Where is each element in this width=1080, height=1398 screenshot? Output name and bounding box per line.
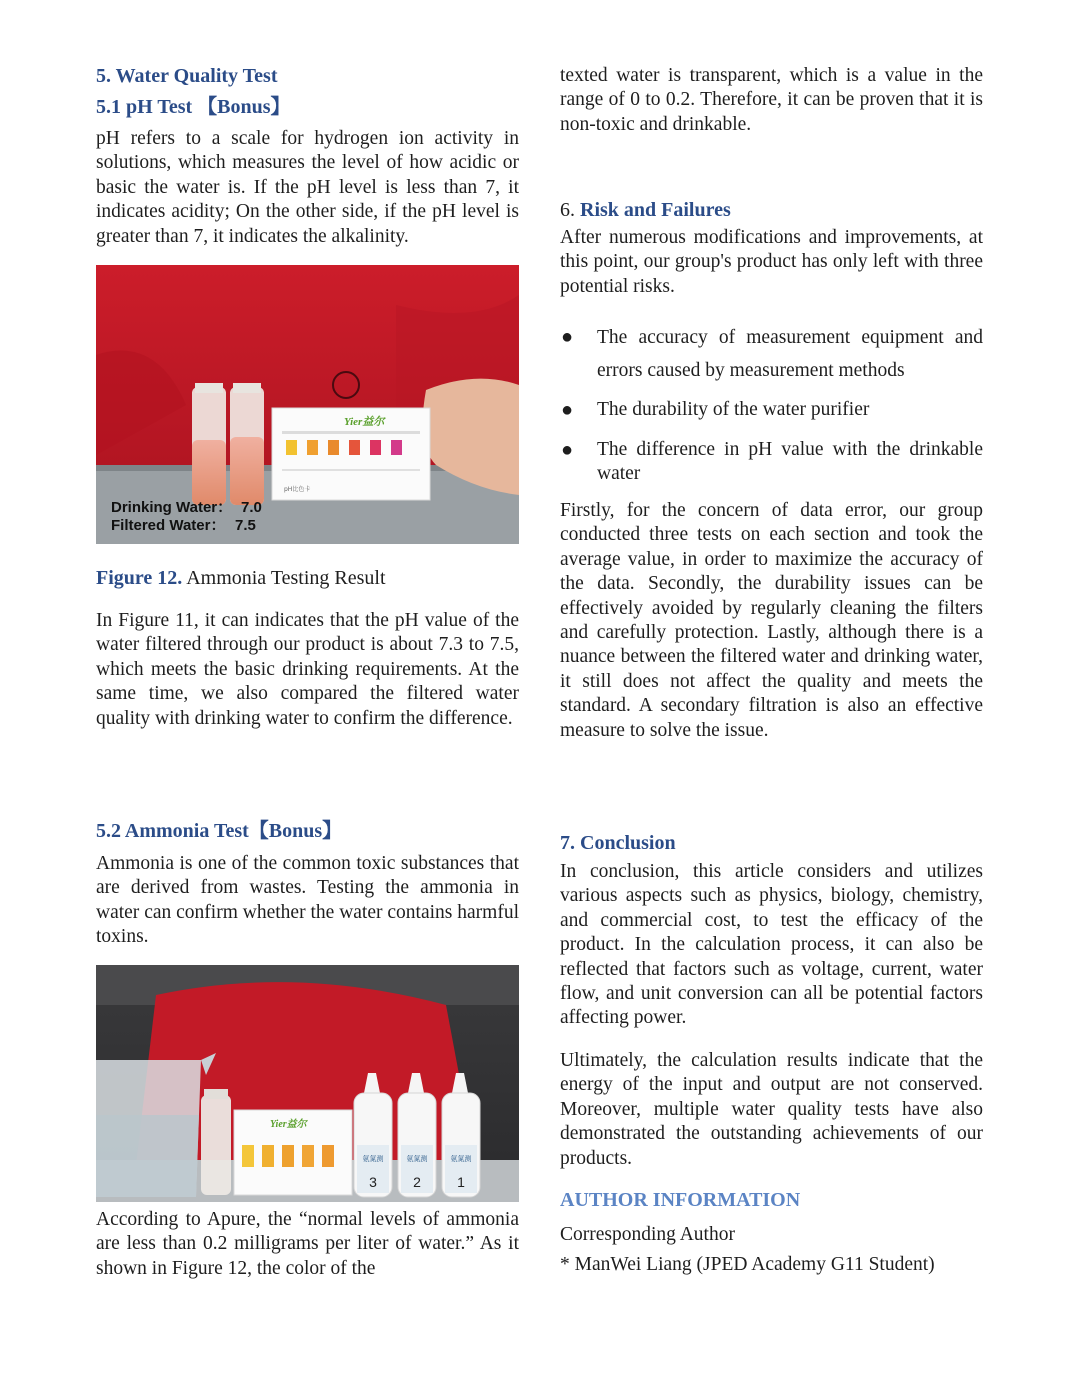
bottle-number: 2 [413,1174,421,1190]
bullet-icon: ● [561,399,574,421]
section-6-title: Risk and Failures [580,199,731,221]
ammonia-swatch [262,1145,274,1167]
author-information-heading: AUTHOR INFORMATION [560,1189,801,1211]
ammonia-color-card [234,1110,352,1195]
drinking-water-value: 7.0 [241,499,262,516]
section-7-heading: 7. Conclusion [560,832,676,854]
conclusion-paragraph-1: In conclusion, this article considers and utilizes various aspects such as physics, biology, chemistry, and commercial cost, to test the efficacy of the product. In the calculation process, it can also be reflected that factors such as voltage, current, water flow, and unit conversion can all be potential factors affecting power. [560,861,983,1029]
ph-result-paragraph: In Figure 11, it can indicates that the pH value of the water filtered through our product is about 7.3 to 7.5, which meets the basic drinking requirements. At the same time, we also compared the filtered water quality with drinking water to confirm the difference. [96,610,519,729]
card-brand: Yier益尔 [344,416,385,428]
ph-swatch [286,440,297,455]
risk-mitigation-paragraph: Firstly, for the concern of data error, our group conducted three tests on each section and took the average value, in order to maximize the accuracy of the data. Secondly, the durability issues can be effectively avoided by regularly cleaning the filters and carefully protection. Lastly, although there is a nuance between the filtered water and drinking water, it still does not affect the quality and meets the standard. A secondary filtration is also an effective measure to solve the issue. [560,500,983,741]
figure-12-caption [96,565,519,591]
risk-item [560,398,983,428]
ammonia-test-photo [96,965,519,1202]
ammonia-result-paragraph: According to Apure, the “normal levels of ammonia are less than 0.2 milligrams per liter of water.” As it shown in Figure 12, the color of the [96,1209,519,1279]
section-5-1-heading: 5.1 pH Test 【Bonus】 [96,96,291,118]
bullet-icon: ● [561,326,574,348]
reagent-bottles [354,1073,480,1197]
ph-swatch [328,440,339,455]
ammonia-conclusion-paragraph: texted water is transparent, which is a value in the range of 0 to 0.2. Therefore, it can be proven that it is non-toxic and drinkable. [560,65,983,135]
filtered-water-label: Filtered Water： [111,517,226,534]
ph-color-card [272,408,430,500]
risk-item-text: The durability of the water purifier [597,399,870,420]
ammonia-swatch [302,1145,314,1167]
conclusion-paragraph-2: Ultimately, the calculation results indicate that the energy of the input and output are not conserved. Moreover, multiple water quality tests have also demonstrated the outstanding achievements of our products. [560,1050,983,1169]
bullet-icon: ● [561,439,574,461]
bottle-number: 1 [457,1174,465,1190]
ph-swatch [349,440,360,455]
ph-swatch [391,440,402,455]
section-5-2-heading: 5.2 Ammonia Test【Bonus】 [96,820,343,842]
filtered-water-value: 7.5 [235,517,256,534]
card-scale-label: pH比色卡 [284,486,311,493]
ammonia-swatch [282,1145,294,1167]
ammonia-swatch [322,1145,334,1167]
bottle-number: 3 [369,1174,377,1190]
risk-list [560,321,983,487]
risk-item-text: The accuracy of measurement equipment and errors caused by measurement methods [597,327,983,381]
card-brand-2: Yier益尔 [270,1119,307,1130]
figure-12-title: Ammonia Testing Result [182,567,386,589]
risk-intro-paragraph: After numerous modifications and improvements, at this point, our group's product has only left with three potential risks. [560,227,983,297]
risk-item [560,438,983,487]
ammonia-swatch [242,1145,254,1167]
ph-intro-paragraph: pH refers to a scale for hydrogen ion activity in solutions, which measures the level of how acidic or basic the water is. If the pH level is less than 7, it indicates acidity; On the other side, if the pH level is greater than 7, it indicates the alkalinity. [96,128,519,247]
bottle-label-text: 氨氮测 [406,1155,428,1163]
author-name: * ManWei Liang (JPED Academy G11 Student) [560,1254,935,1275]
ammonia-intro-paragraph: Ammonia is one of the common toxic substances that are derived from wastes. Testing the ammonia in water can confirm whether the water contains harmful toxins. [96,853,519,948]
ph-swatch [307,440,318,455]
corresponding-author-label: Corresponding Author [560,1224,735,1245]
bottle-label-text: 氨氮测 [362,1155,384,1163]
ph-swatch [370,440,381,455]
risk-item-text: The difference in pH value with the drinkable water [597,439,983,485]
drinking-water-label: Drinking Water： [111,499,233,516]
figure-12-label: Figure 12. [96,567,183,589]
bottle-label-text: 氨氮测 [450,1155,472,1163]
section-6-number: 6. [560,199,580,221]
ph-test-photo [96,265,519,544]
section-5-heading: 5. Water Quality Test [96,65,278,87]
section-6-heading [560,195,983,225]
risk-item [560,321,983,387]
